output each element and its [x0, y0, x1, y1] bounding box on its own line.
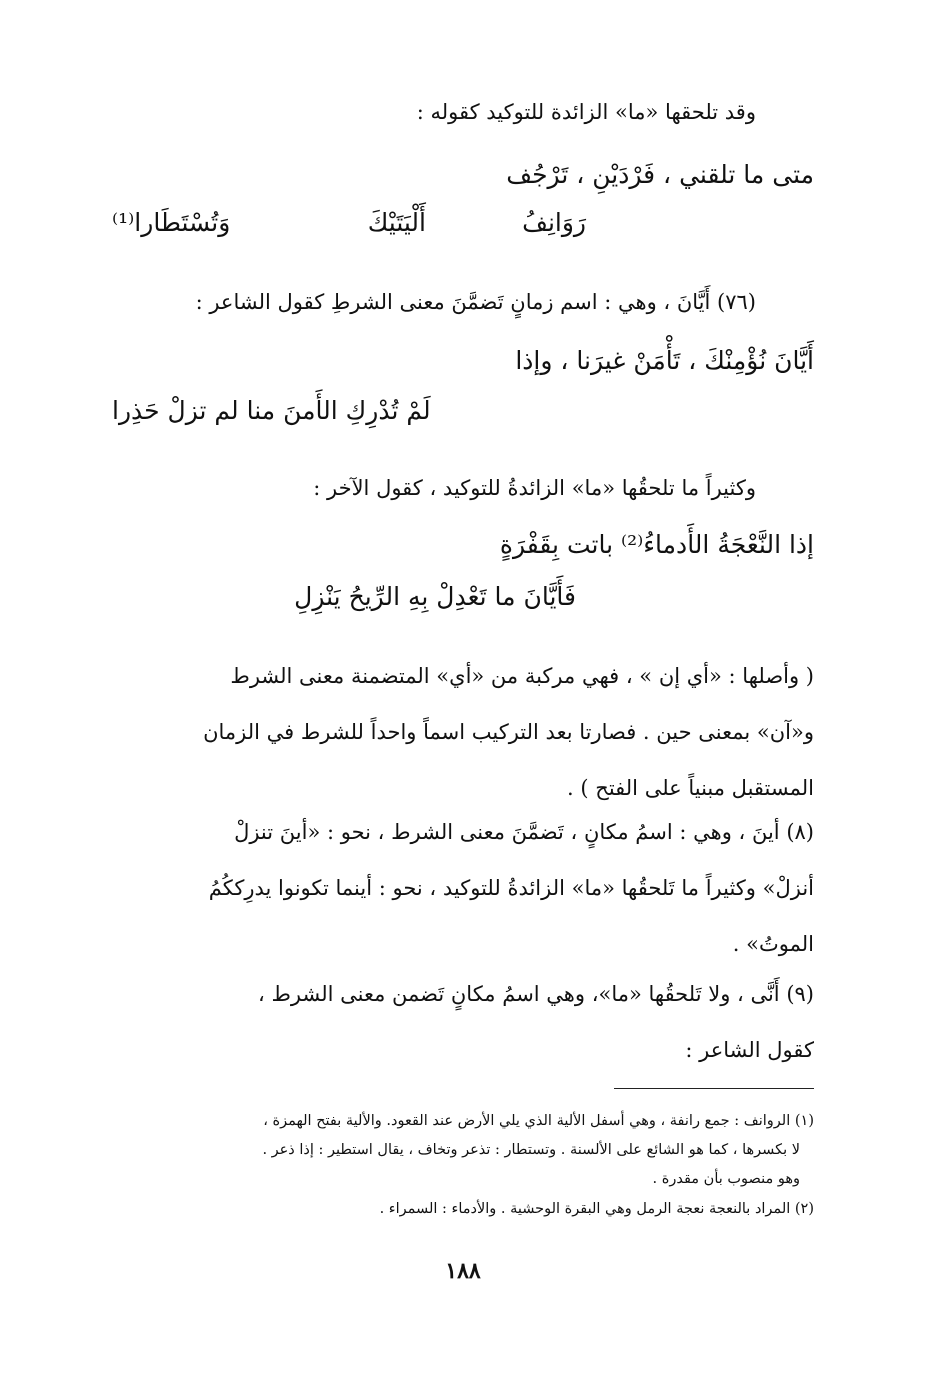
paragraph-line: و«آن» بمعنى حين . فصارتا بعد التركيب اسماً واحداً للشرط في الزمان: [203, 720, 814, 744]
intro-line: وقد تلحقها «ما» الزائدة للتوكيد كقوله :: [416, 100, 756, 124]
verse1-line2-mid: أَلْيَتَيْكَ: [367, 208, 426, 237]
footnote-1-line1: (١) الروانف : جمع رانفة ، وهي أسفل الألية الذي يلي الأرض عند القعود. والألية بفتح الهمزة ،: [263, 1113, 814, 1129]
paragraph-line: المستقبل مبنياً على الفتح ) .: [567, 776, 814, 800]
paragraph-origin: [106, 648, 814, 816]
paragraph-line: أنزلْ» وكثيراً ما تَلحقُها «ما» الزائدةُ للتوكيد ، نحو : أينما تكونوا يدرِككُمُ: [208, 876, 814, 900]
verse3-line1: إذا النَّعْجَةُ الأَدماءُ⁽²⁾ باتت بِقَفْرَةٍ: [499, 530, 814, 559]
paragraph-line: الموتُ» .: [732, 932, 814, 956]
paragraph-8: [106, 804, 814, 972]
footnote-separator: [614, 1088, 814, 1089]
paragraph-line: كقول الشاعر :: [685, 1038, 814, 1062]
verse3-line2: فَأَيَّانَ ما تَعْدِلْ بِهِ الرِّيحُ يَنْزِلِ: [294, 582, 576, 611]
paragraph-9: [106, 966, 814, 1078]
footnote-1-line2: لا بكسرها ، كما هو الشائع على الألسنة . وتستطار : تذعر وتخاف ، يقال استطير : إذا ذعر .: [262, 1142, 800, 1158]
line-other-poet: وكثيراً ما تلحقُها «ما» الزائدةُ للتوكيد ، كقول الآخر :: [313, 476, 756, 500]
section-76-heading: (٧٦) أَيَّانَ ، وهي : اسم زمانٍ تَضمَّنَ معنى الشرطِ كقول الشاعر :: [195, 290, 756, 314]
verse1-line1: متى ما تلقني ، فَرْدَيْنِ ، تَرْجُف: [506, 160, 814, 189]
paragraph-line: (٩) أَنَّى ، ولا تَلحقُها «ما»، وهي اسمُ مكانٍ تَضمن معنى الشرط ،: [258, 982, 814, 1006]
footnote-1-line3: وهو منصوب بأن مقدرة .: [652, 1171, 800, 1187]
paragraph-line: (٨) أينَ ، وهي : اسمُ مكانٍ ، تَضمَّنَ معنى الشرط ، نحو : «أينَ تنزلْ: [234, 820, 814, 844]
verse2-line1: أَيَّانَ نُؤْمِنْكَ ، تَأْمَنْ غيرَنا ، وإذا: [515, 346, 814, 375]
verse1-line2-left: وَتُسْتَطَارا⁽¹⁾: [112, 208, 231, 237]
paragraph-line: ( وأصلها : «أي إن » ، فهي مركبة من «أي» المتضمنة معنى الشرط: [230, 664, 814, 688]
verse2-line2: لَمْ تُدْرِكِ الأَمنَ منا لم تزلْ حَذِرا: [112, 396, 431, 425]
footnote-2: (٢) المراد بالنعجة نعجة الرمل وهي البقرة الوحشية . والأدماء : السمراء .: [379, 1201, 814, 1217]
verse1-line2-right: رَوَانِفُ: [522, 208, 586, 237]
page-number: ١٨٨: [445, 1258, 481, 1284]
